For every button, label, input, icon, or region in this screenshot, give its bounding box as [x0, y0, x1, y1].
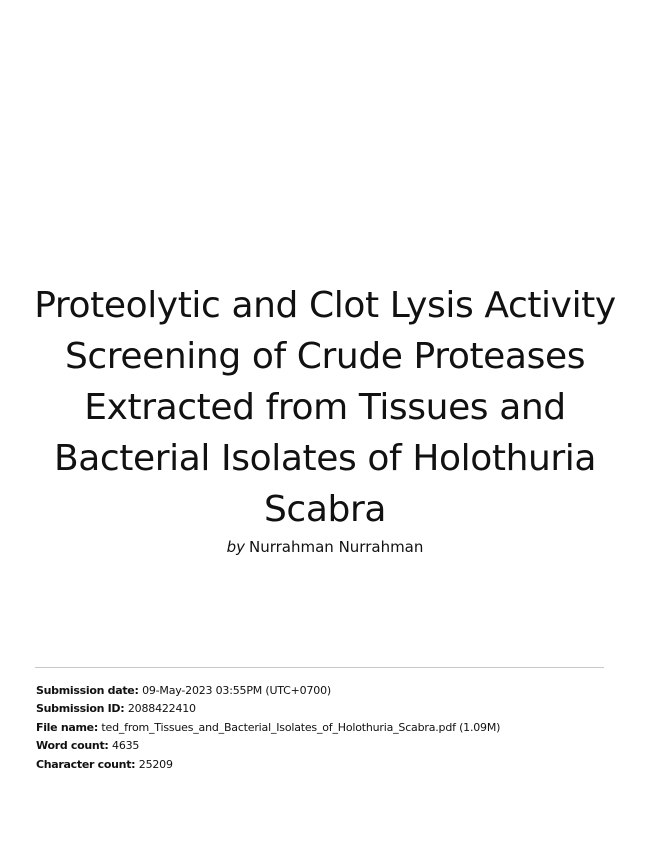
meta-label: Submission date:: [36, 684, 139, 697]
file-name-row: [36, 719, 500, 737]
meta-value: 4635: [112, 739, 140, 753]
meta-label: Submission ID:: [36, 702, 125, 716]
meta-value: 25209: [138, 757, 173, 771]
document-title: Proteolytic and Clot Lysis Activity Screening of Crude Proteases Extracted from Tissues and Bacterial Isolates of Holothuria Scabra: [34, 285, 616, 530]
author-name: Nurrahman Nurrahman: [249, 538, 424, 556]
meta-value: 2088422410: [127, 702, 196, 716]
character-count-row: [36, 756, 500, 774]
word-count-row: [36, 737, 500, 755]
meta-label: Character count:: [36, 757, 136, 771]
divider: [35, 667, 604, 668]
title-block: [20, 280, 630, 557]
submission-info: [36, 682, 500, 774]
byline-prefix: by: [226, 538, 245, 556]
meta-label: File name:: [36, 720, 98, 734]
meta-value: 09-May-2023 03:55PM (UTC+0700): [142, 684, 331, 697]
meta-value: ted_from_Tissues_and_Bacterial_Isolates_of_Holothuria_Scabra.pdf (1.09M): [101, 720, 501, 734]
submission-date-row: [36, 682, 500, 700]
byline: [20, 537, 630, 557]
submission-id-row: [36, 700, 500, 718]
meta-label: Word count:: [36, 739, 109, 753]
